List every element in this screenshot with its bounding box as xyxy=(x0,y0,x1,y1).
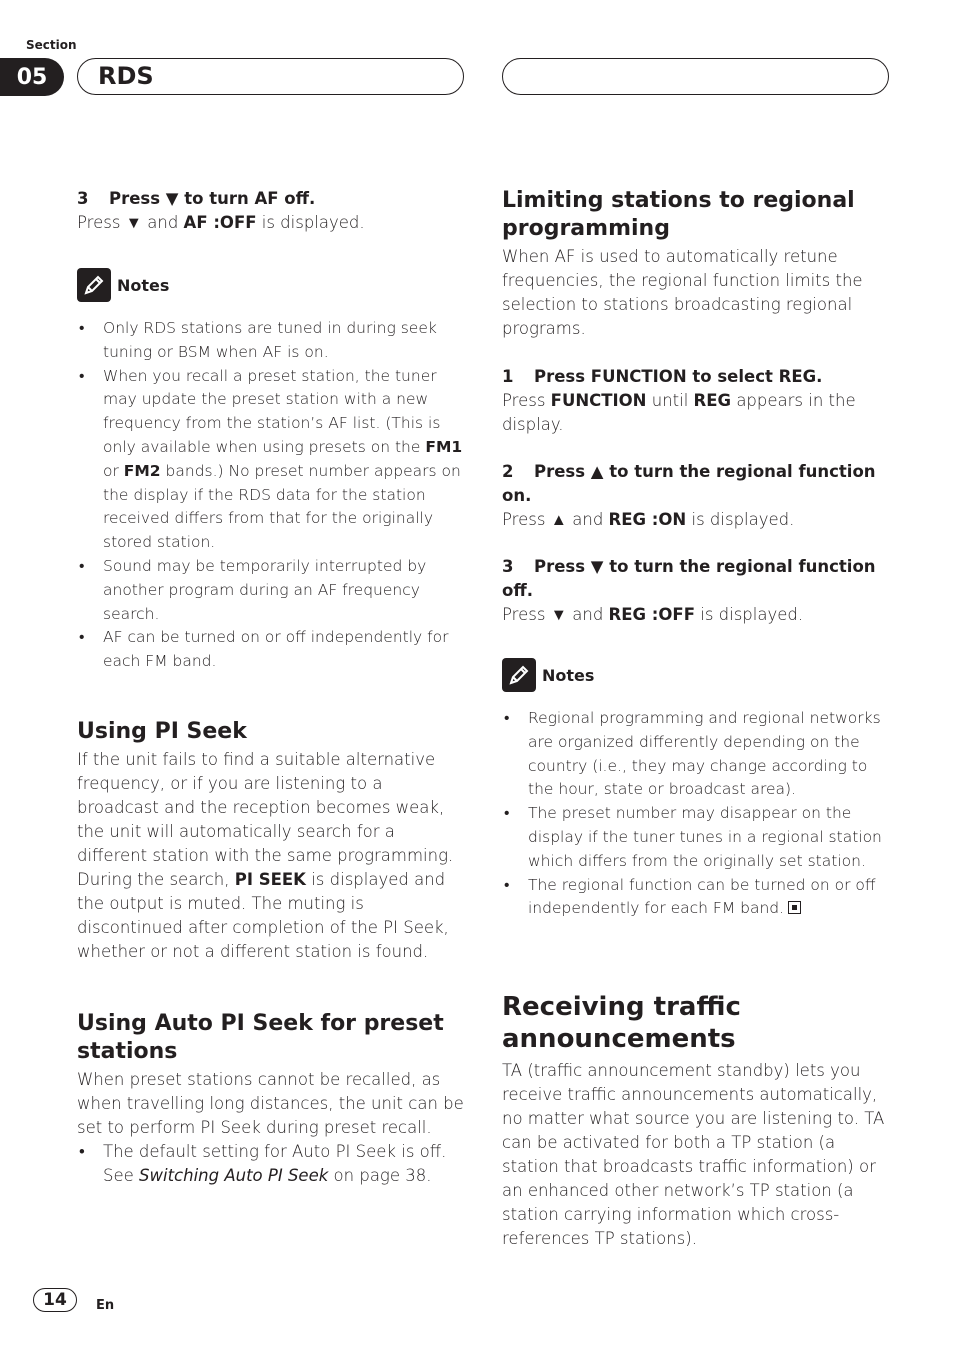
page-number: 14 xyxy=(33,1288,77,1312)
traffic-body: TA (traffic announcement standby) lets you receive traffic announcements automatically, no matter what source you are listening to. TA can be activated for both a TP station (a station that broadcasts traffic information) or an enhanced other network’s TP station (a station carrying information which cross-references TP stations). xyxy=(502,1061,885,1249)
empty-title-tab xyxy=(502,58,889,95)
right-column xyxy=(502,187,890,1251)
list-item: • The regional function can be turned on or off independently for each FM band. xyxy=(502,874,890,922)
regional-body: When AF is used to automatically retune frequencies, the regional function limits the selection to stations broadcasting regional programs. xyxy=(502,247,863,338)
section-label: Section xyxy=(26,38,77,52)
notes-header xyxy=(502,657,890,693)
left-column xyxy=(77,187,465,1188)
end-of-section-icon xyxy=(788,901,801,914)
auto-pi-seek-body: When preset stations cannot be recalled, as when travelling long distances, the unit can be set to perform PI Seek during preset recall. xyxy=(77,1069,464,1137)
pi-seek-body: If the unit fails to find a suitable alternative frequency, or if you are listening to a broadcast and the reception becomes weak, the unit will automatically search for a different station with the same programming. During the search, PI SEEK is displayed and the output is muted. The muting is discontinued after completion of the PI Seek, whether or not a different station is found. xyxy=(77,749,454,961)
list-item: • Only RDS stations are tuned in during seek tuning or BSM when AF is on. xyxy=(77,317,465,365)
section-number: 05 xyxy=(0,58,64,96)
notes-list xyxy=(502,707,890,921)
notes-header xyxy=(77,267,465,303)
notes-list xyxy=(77,317,465,674)
list-item: • When you recall a preset station, the tuner may update the preset station with a new frequency from the station’s AF list. (This is only available when using presets on the FM1 or FM2 bands.) No preset number appears on the display if the RDS data for the station received differs from that for the originally stored station. xyxy=(77,365,465,555)
list-item: • Sound may be temporarily interrupted by another program during an AF frequency search. xyxy=(77,555,465,626)
step-af-off-body: Press ▼ and AF :OFF is displayed. xyxy=(77,213,365,232)
list-item: • The default setting for Auto PI Seek is off. See Switching Auto PI Seek on page 38. xyxy=(77,1140,465,1188)
list-item: • Regional programming and regional networks are organized differently depending on the country (i.e., they may change according to the hour, state or broadcast area). xyxy=(502,707,890,802)
notes-label: Notes xyxy=(542,665,595,685)
pencil-icon xyxy=(502,658,536,692)
page-title: RDS xyxy=(98,62,154,90)
heading-regional: Limiting stations to regional programming xyxy=(502,188,855,241)
heading-pi-seek: Using PI Seek xyxy=(77,718,247,744)
step-reg-on: 2 Press ▲ to turn the regional function on. xyxy=(502,462,876,505)
list-item: • The preset number may disappear on the display if the tuner tunes in a regional station which differs from the originally set station. xyxy=(502,802,890,873)
step-reg-off: 3 Press ▼ to turn the regional function off. xyxy=(502,557,876,600)
heading-traffic: Receiving traffic announcements xyxy=(502,992,741,1055)
auto-pi-list xyxy=(77,1140,465,1188)
list-item: • AF can be turned on or off independently for each FM band. xyxy=(77,626,465,674)
step-reg-off-body: Press ▼ and REG :OFF is displayed. xyxy=(502,605,804,624)
language-code: En xyxy=(96,1298,115,1313)
step-select-reg-body: Press FUNCTION until REG appears in the display. xyxy=(502,391,856,434)
step-reg-on-body: Press ▲ and REG :ON is displayed. xyxy=(502,510,795,529)
step-select-reg: 1 Press FUNCTION to select REG. xyxy=(502,367,823,386)
heading-auto-pi-seek: Using Auto PI Seek for preset stations xyxy=(77,1010,444,1064)
notes-label: Notes xyxy=(117,275,170,295)
step-af-off: 3 Press ▼ to turn AF off. xyxy=(77,189,316,208)
pencil-icon xyxy=(77,268,111,302)
